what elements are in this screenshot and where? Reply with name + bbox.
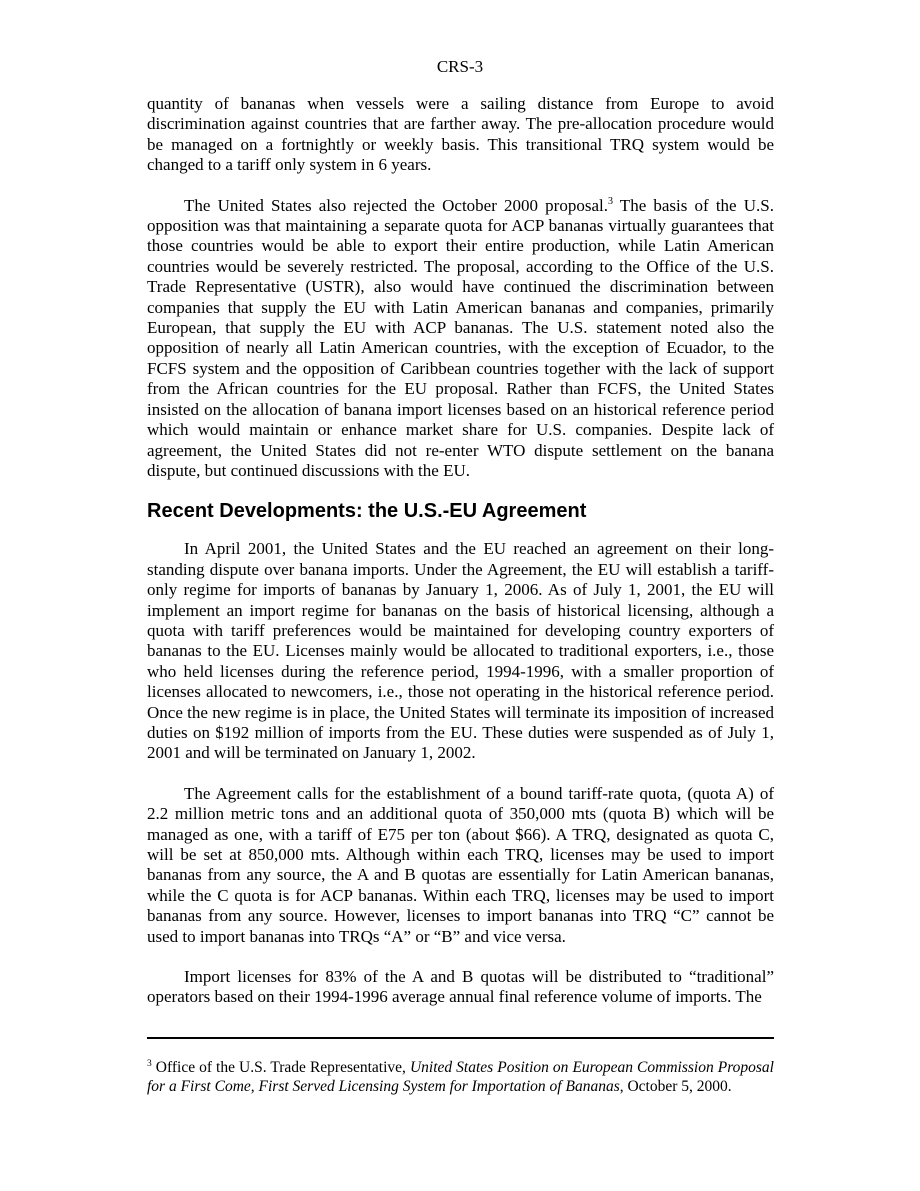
- footnote: [147, 1058, 774, 1096]
- paragraph-4: The Agreement calls for the establishment of a bound tariff-rate quota, (quota A) of 2.2 million metric tons and an additional quota of 350,000 mts (quota B) which will be managed as one, with a tariff of E75 per ton (about $66). A TRQ, designated as quota C, will be set at 850,000 mts. Although within each TRQ, licenses may be used to import bananas from any source, the A and B quotas are essentially for Latin American bananas, while the C quota is for ACP bananas. Within each TRQ, licenses may be used to import bananas from any source. However, licenses to import bananas into TRQ “C” cannot be used to import bananas into TRQs “A” or “B” and vice versa.: [147, 783, 774, 946]
- footnote-text-b: , October 5, 2000.: [619, 1078, 732, 1095]
- paragraph-3: In April 2001, the United States and the EU reached an agreement on their long-standing dispute over banana imports. Under the Agreement, the EU will establish a tariff-only regime for imports of bananas by January 1, 2006. As of July 1, 2001, the EU will implement an import regime for bananas on the basis of historical licensing, although a quota with tariff preferences would be maintained for developing country exporters of bananas to the EU. Licenses mainly would be allocated to traditional exporters, i.e., those who held licenses during the reference period, 1994-1996, with a smaller proportion of licenses allocated to newcomers, i.e., those not operating in the historical reference period. Once the new regime is in place, the United States will terminate its imposition of increased duties on $192 million of imports from the EU. These duties were suspended as of July 1, 2001 and will be terminated on January 1, 2002.: [147, 539, 774, 763]
- paragraph-2: [147, 196, 774, 482]
- paragraph-2-start: The United States also rejected the October 2000 proposal.: [184, 195, 608, 215]
- footnote-text-a: Office of the U.S. Trade Representative,: [151, 1059, 410, 1076]
- footnote-text: [147, 1058, 774, 1096]
- body-text: [147, 94, 774, 1008]
- footnote-divider: [147, 1037, 774, 1039]
- paragraph-5: Import licenses for 83% of the A and B quotas will be distributed to “traditional” operators based on their 1994-1996 average annual final reference volume of imports. The: [147, 967, 774, 1007]
- section-heading: Recent Developments: the U.S.-EU Agreement: [147, 500, 587, 523]
- page-number: CRS-3: [436, 57, 484, 76]
- paragraph-2-rest: The basis of the U.S. opposition was that maintaining a separate quota for ACP bananas virtually guarantees that those countries would be able to export their entire production, while Latin American countries would be severely restricted. The proposal, according to the Office of the U.S. Trade Representative (USTR), also would have continued the discrimination between companies that supply the EU with Latin American bananas and companies, primarily European, that supply the EU with ACP bananas. The U.S. statement noted also the opposition of nearly all Latin American countries, with the exception of Ecuador, to the FCFS system and the opposition of Caribbean countries together with the lack of support from the African countries for the EU proposal. Rather than FCFS, the United States insisted on the allocation of banana import licenses based on an historical reference period which would maintain or enhance market share for U.S. companies. Despite lack of agreement, the United States did not re-enter WTO dispute settlement on the banana dispute, but continued discussions with the EU.: [147, 195, 774, 480]
- paragraph-1: quantity of bananas when vessels were a sailing distance from Europe to avoid discrimination against countries that are farther away. The pre-allocation procedure would be managed on a fortnightly or weekly basis. This transitional TRQ system would be changed to a tariff only system in 6 years.: [147, 94, 774, 175]
- footnote-title: United States Position on European Commission Proposal for a First Come, First Served Licensing System for Importation of Bananas: [147, 1059, 774, 1095]
- footnote-number: 3: [147, 1059, 152, 1069]
- footnote-ref[interactable]: 3: [607, 195, 613, 207]
